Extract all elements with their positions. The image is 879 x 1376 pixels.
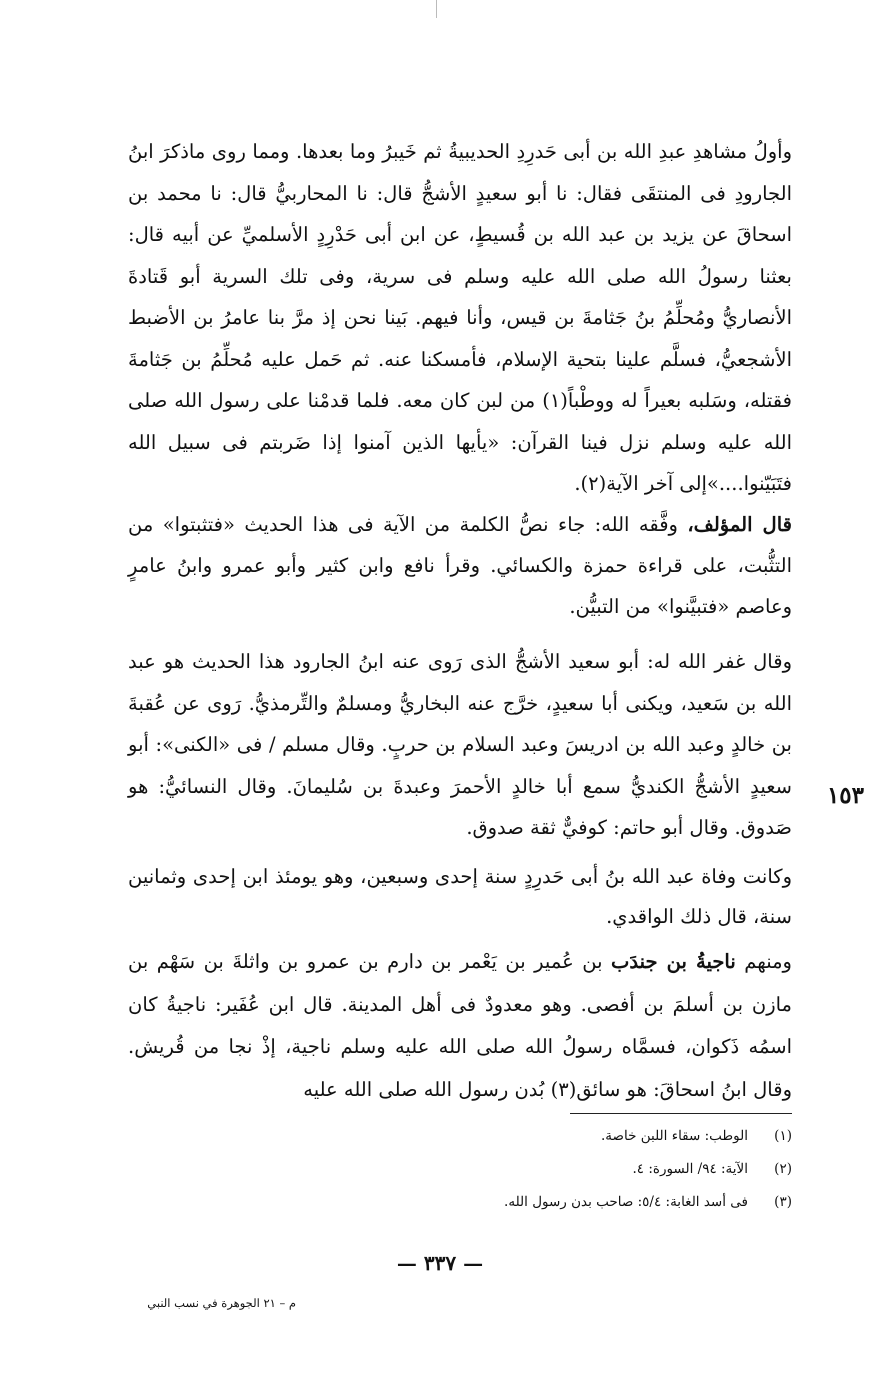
footnote-number: (٣)	[774, 1194, 792, 1210]
najiya-text: بن عُمير بن يَعْمر بن دارم بن عمرو بن واثلةَ بن سَهْم بن مازن بن أسلمَ بن أفصى. وهو معدودٌ فى أهل المدينة. قال ابن عُفَير: ناجيةُ كان اسمُه ذَكوان، فسمَّاه رسولُ الله صلى الله عليه وسلم ناجية، إذْ نجا من قُريش. وقال ابنُ اسحاقَ: هو سائق(٣) بُدن رسول الله صلى الله عليه	[128, 950, 792, 1101]
footnote-text: فى أسد الغابة: ٥/٤: صاحب بدن رسول الله.	[504, 1194, 748, 1210]
footnote-item	[360, 1120, 792, 1153]
footnote-item	[360, 1186, 792, 1219]
footnote-text: الوطب: سقاء اللبن خاصة.	[601, 1128, 748, 1144]
footnote-item	[360, 1153, 792, 1186]
crop-mark-top	[436, 0, 437, 18]
najiya-intro: ومنهم	[735, 950, 792, 973]
paragraph-najiya	[128, 941, 792, 1111]
margin-page-number: ١٥٣	[826, 782, 864, 809]
page-number: — ٣٣٧ —	[396, 1251, 484, 1275]
printer-signature: م – ٢١ الجوهرة في نسب النبي	[147, 1296, 296, 1310]
najiya-name: ناجيةُ بن جندَب	[611, 950, 736, 973]
footnote-number: (١)	[774, 1128, 792, 1144]
paragraph-hadith-narration: وأولُ مشاهدِ عبدِ الله بن أبى حَدرِدِ الحديبيةُ ثم خَيبرُ وما بعدها. ومما روى ماذكرَ ابنُ الجارودِ فى المنتقَى فقال: نا أبو سعيدٍ الأشجُّ قال: نا المحاربيُّ قال: نا محمد بن اسحاقَ عن يزيد بن عبد الله بن قُسيطٍ، عن ابن أبى حَدْرِدٍ الأسلميِّ عن أبيه قال: بعثنا رسولُ الله صلى الله عليه وسلم فى سرية، وفى تلك السرية أبو قَتادةَ الأنصاريُّ ومُحلِّمُ بنُ جَثامةَ بن قيس، وأنا فيهم. بَينا نحن إذ مرَّ بنا عامرُ بن الأضبط الأشجعيُّ، فسلَّم علينا بتحية الإسلام، فأمسكنا عنه. ثم حَمل عليه مُحلِّمُ بن جَثامةَ فقتله، وسَلبه بعيراً له ووطْباً(١) من لبن كان معه. فلما قدمْنا على رسول الله صلى الله عليه وسلم نزل فينا القرآن: «يأيها الذين آمنوا إذا ضَربتم فى سبيل الله فتَبَيّنوا....»إلى آخر الآية(٢).	[128, 140, 792, 495]
author-heading: قال المؤلف،	[687, 513, 792, 536]
author-comment-text: وفَّقه الله: جاء نصُّ الكلمة من الآية فى هذا الحديث «فتثبتوا» من التثُّبت، على قراءة حمزة والكسائي. وقرأ نافع وابن كثير وأبو عمرو وابنُ عامرٍ وعاصم «فتبيَّنوا» من التبيُّن.	[128, 513, 792, 618]
footnotes	[360, 1120, 792, 1219]
footnote-number: (٢)	[774, 1161, 792, 1177]
paragraph-death: وكانت وفاة عبد الله بنُ أبى حَدرِدٍ سنة إحدى وسبعين، وهو يومئذ ابن إحدى وثمانين سنة، قال ذلك الواقدي.	[128, 865, 792, 928]
footnote-divider	[570, 1113, 792, 1114]
footnote-text: الآية: ٩٤/ السورة: ٤.	[632, 1161, 748, 1177]
paragraph-biography: وقال غفر الله له: أبو سعيد الأشجُّ الذى رَوى عنه ابنُ الجارود هذا الحديث هو عبد الله بن سَعيد، ويكنى أبا سعيدٍ، خرَّج عنه البخاريُّ ومسلمٌ والتِّرمذيُّ. رَوى عن عُقبةَ بن خالدٍ وعبد الله بن ادريسَ وعبد السلام بن حربٍ. وقال مسلم / فى «الكنى»: أبو سعيدٍ الأشجُّ الكنديُّ سمع أبا خالدٍ الأحمرَ وعبدةَ بن سُليمانَ. وقال النسائيُّ: هو صَدوق. وقال أبو حاتم: كوفيٌّ ثقة صدوق.	[128, 650, 792, 839]
paragraph-author-comment	[128, 504, 792, 627]
